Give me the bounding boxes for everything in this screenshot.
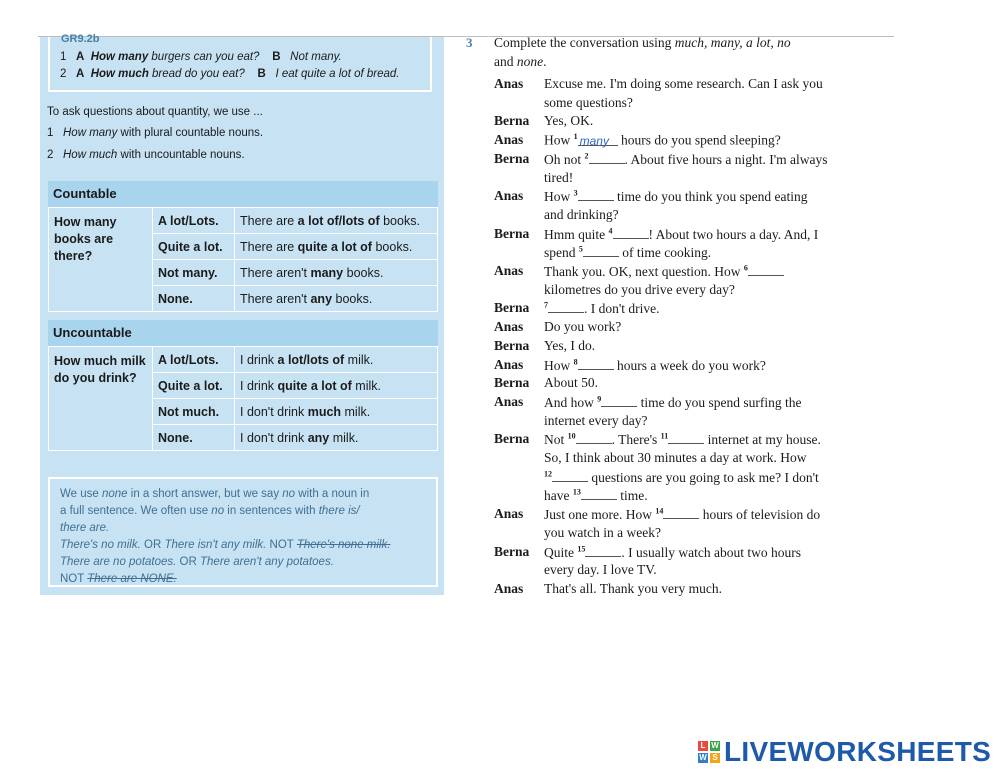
logo-square: S	[710, 753, 720, 763]
answer-blank-12[interactable]	[552, 469, 588, 482]
line-text: Oh not $^2$ . About five hours a night. I'm always	[544, 151, 828, 167]
answer-blank-7[interactable]	[548, 300, 584, 313]
logo-square: W	[699, 753, 707, 762]
line-text: So, I think about 30 minutes a day at work. How	[544, 450, 807, 465]
rule-1: 1 How many with plural countable nouns.	[47, 127, 264, 139]
line-text: About 50.	[544, 375, 598, 391]
speaker-name: Anas	[494, 188, 524, 204]
example-cell: There aren't any books.	[235, 286, 438, 312]
speaker-name: Anas	[494, 393, 524, 409]
countable-table	[48, 207, 438, 312]
speaker-name: Anas	[494, 319, 524, 335]
speaker-name: Berna	[494, 300, 530, 316]
uncountable-table	[48, 346, 438, 451]
answer-blank-10[interactable]	[576, 431, 612, 444]
line-text: have $^{13}$ time.	[544, 487, 648, 504]
line-text: some questions?	[544, 94, 633, 110]
uncountable-heading: Uncountable	[48, 320, 438, 346]
answer-blank-9[interactable]	[601, 394, 637, 407]
line-text: and drinking?	[544, 206, 619, 222]
line-text: you watch in a week?	[544, 524, 661, 540]
line-text: Not $^{10}$ . There's $^{11}$ internet at my house.	[544, 431, 821, 448]
line-text: That's all. Thank you very much.	[544, 580, 723, 596]
rule-2: 2 How much with uncountable nouns.	[47, 149, 245, 161]
answer-cell: Quite a lot.	[153, 373, 235, 399]
countable-heading: Countable	[48, 181, 438, 207]
line-text: $^{12}$ questions are you going to ask me? I don't	[544, 469, 819, 485]
answer-cell: None.	[153, 425, 235, 451]
note-line: there are.	[60, 522, 110, 534]
line-text: And how $^9$ time do you spend surfing the	[544, 394, 802, 410]
line-text: Thank you. OK, next question. How $^6$	[544, 263, 784, 280]
answer-blank-6[interactable]	[748, 263, 784, 276]
answer-cell: A lot/Lots.	[153, 208, 235, 234]
note-line: We use none in a short answer, but we say no with a noun in	[60, 488, 370, 500]
answer-blank-11[interactable]	[668, 431, 704, 444]
line-text: How $^1$ many hours do you spend sleeping?	[544, 132, 781, 148]
line-text: every day. I love TV.	[544, 562, 657, 578]
line-text: Just one more. How $^{14}$ hours of television do	[544, 506, 821, 523]
answer-cell: Not much.	[153, 399, 235, 425]
note-line: NOT There are NONE.	[60, 573, 177, 585]
speaker-name: Anas	[494, 506, 524, 522]
speaker-name: Berna	[494, 431, 530, 447]
answer-blank-15[interactable]	[585, 544, 621, 557]
line-text: kilometres do you drive every day?	[544, 281, 735, 297]
table-row	[49, 347, 438, 373]
speaker-name: Berna	[494, 225, 530, 241]
answer-blank-1[interactable]	[578, 133, 618, 146]
liveworksheets-logo	[698, 736, 991, 768]
line-text: Yes, OK.	[544, 113, 594, 129]
speaker-name: Anas	[494, 356, 524, 372]
speaker-name: Berna	[494, 375, 530, 391]
answer-blank-13[interactable]	[581, 487, 617, 500]
speaker-name: Anas	[494, 580, 524, 596]
example-cell: I don't drink much milk.	[235, 399, 438, 425]
logo-text: LIVEWORKSHEETS	[724, 736, 992, 767]
countable-question: How many books are there?	[49, 208, 153, 312]
filled-answer: many	[579, 133, 609, 148]
speaker-name: Anas	[494, 132, 524, 148]
example-cell: I don't drink any milk.	[235, 425, 438, 451]
line-text: Do you work?	[544, 319, 622, 335]
grammar-panel	[40, 33, 444, 595]
answer-cell: None.	[153, 286, 235, 312]
note-line: There are no potatoes. OR There aren't any potatoes.	[60, 556, 334, 568]
instruction-line-2: and none.	[494, 54, 547, 69]
logo-mark	[698, 741, 720, 763]
speaker-name: Berna	[494, 337, 530, 353]
line-text: spend $^5$ of time cooking.	[544, 244, 712, 261]
note-line: There's no milk. OR There isn't any milk. NOT There's none milk.	[60, 539, 391, 551]
example-1: 1 A How many burgers can you eat? B Not many.	[60, 51, 342, 63]
example-cell: I drink quite a lot of milk.	[235, 373, 438, 399]
uncountable-question: How much milk do you drink?	[49, 347, 153, 451]
speaker-name: Anas	[494, 76, 524, 91]
line-text: How $^3$ time do you think you spend eating	[544, 188, 808, 205]
line-text: $^7$ . I don't drive.	[544, 300, 660, 317]
intro-text: To ask questions about quantity, we use ...	[47, 106, 263, 118]
line-text: Hmm quite $^4$ ! About two hours a day. And, I	[544, 226, 819, 242]
table-row	[49, 208, 438, 234]
speaker-name: Berna	[494, 543, 530, 559]
answer-blank-3[interactable]	[578, 188, 614, 201]
answer-blank-14[interactable]	[663, 506, 699, 519]
logo-square: L	[698, 741, 708, 751]
example-cell: I drink a lot/lots of milk.	[235, 347, 438, 373]
answer-cell: A lot/Lots.	[153, 347, 235, 373]
exercise-number: 3	[466, 35, 473, 50]
logo-square: W	[711, 741, 719, 750]
speaker-name: Berna	[494, 113, 530, 129]
answer-cell: Quite a lot.	[153, 234, 235, 260]
line-text: Yes, I do.	[544, 337, 596, 353]
line-text: Quite $^{15}$ . I usually watch about two hours	[544, 544, 801, 560]
line-text: Excuse me. I'm doing some research. Can I ask you	[544, 76, 823, 91]
answer-blank-4[interactable]	[613, 226, 649, 239]
line-text: internet every day?	[544, 412, 648, 428]
example-cell: There aren't many books.	[235, 260, 438, 286]
usage-note	[48, 477, 438, 587]
line-text: How $^8$ hours a week do you work?	[544, 357, 766, 373]
examples-box	[48, 33, 432, 92]
note-line: a full sentence. We often use no in sentences with there is/	[60, 505, 360, 517]
answer-blank-5[interactable]	[583, 244, 619, 257]
answer-cell: Not many.	[153, 260, 235, 286]
answer-blank-8[interactable]	[578, 357, 614, 370]
speaker-name: Berna	[494, 150, 530, 166]
speaker-name: Anas	[494, 263, 524, 278]
answer-blank-2[interactable]	[589, 151, 625, 164]
example-cell: There are quite a lot of books.	[235, 234, 438, 260]
example-2: 2 A How much bread do you eat? B I eat quite a lot of bread.	[60, 68, 400, 80]
grammar-code: GR9.2b	[61, 33, 100, 45]
example-cell: There are a lot of/lots of books.	[235, 208, 438, 234]
line-text: tired!	[544, 169, 574, 185]
instruction-line-1: Complete the conversation using much, many, a lot, no	[494, 35, 791, 50]
